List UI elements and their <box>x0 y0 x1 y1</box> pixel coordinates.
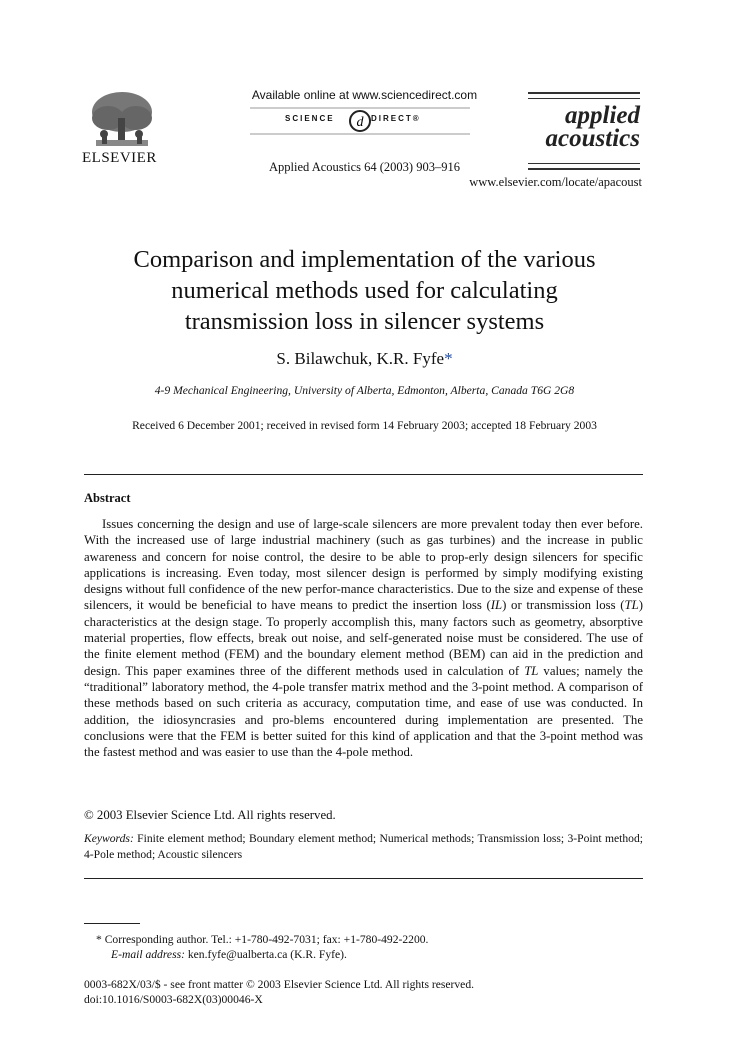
abstract-part-1: Issues concerning the design and use of large-scale silencers are more prevalent today then ever before. With the increased use of large industrial machinery (such as gas turbines) and the increase in public awareness and concern for noise control, the desire to be able to prop-erly design silencers for specific applications is increasing. Even today, most silencer design is performed by simply modifying existing designs without full confidence of the new perfor-mance characteristics. Due to the size and expense of these silencers, it would be beneficial to have means to predict the insertion loss ( <box>84 517 643 613</box>
abstract-part-4: values; namely the “traditional” laboratory method, the 4-pole transfer matrix method and the 3-point method. A comparison of these methods based on such criteria as accuracy, computation time, and ease of use was conducted. In addition, the idiosyncrasies and pro-blems encountered during implementation are presented. The conclusions were that the FEM is better suited for this kind of application and that the 3-point method was the fastest method and was easier to use than the 4-pole method. <box>84 663 643 760</box>
sd-direct-word: DIRECT® <box>371 114 421 123</box>
article-title <box>60 244 669 337</box>
keywords-label: Keywords: <box>84 832 134 845</box>
abstract-heading: Abstract <box>84 491 131 505</box>
journal-logo-rule-top <box>528 92 640 94</box>
divider-top <box>84 474 643 475</box>
authors <box>0 349 729 369</box>
abstract-tl: TL <box>624 598 639 613</box>
abstract-part-3: ) characteristics at the design stage. To properly accomplish this, many factors such as geometry, absorptive material properties, flow effects, break out noise, and self-generated noise must be considered. The use of the finite element method (FEM) and the boundary element method (BEM) can aid in the prediction and design. This paper examines three of the different methods used in calculation of <box>84 598 644 678</box>
doi-line[interactable]: doi:10.1016/S0003-682X(03)00046-X <box>84 993 263 1006</box>
footnote-contact: * Corresponding author. Tel.: +1-780-492-7031; fax: +1-780-492-2200. <box>96 933 429 946</box>
footnote <box>84 932 643 962</box>
footnote-rule <box>84 923 140 924</box>
front-matter <box>84 977 643 1007</box>
svg-text:d: d <box>356 115 364 130</box>
abstract-text <box>84 516 643 760</box>
abstract-il: IL <box>490 598 503 613</box>
received-dates: Received 6 December 2001; received in revised form 14 February 2003; accepted 18 February 2003 <box>132 419 597 432</box>
journal-logo-line2: acoustics <box>545 125 640 152</box>
journal-citation: Applied Acoustics 64 (2003) 903–916 <box>269 160 460 174</box>
corresponding-author-link[interactable]: * <box>444 349 453 368</box>
author-names: S. Bilawchuk, K.R. Fyfe <box>276 349 445 368</box>
divider-bottom <box>84 878 643 879</box>
journal-logo <box>528 104 640 150</box>
affiliation: 4-9 Mechanical Engineering, University of Alberta, Edmonton, Alberta, Canada T6G 2G8 <box>154 384 575 397</box>
publisher-name: ELSEVIER <box>82 150 157 166</box>
journal-logo-rule-bottom2 <box>528 168 640 170</box>
abstract-tl-2: TL <box>524 663 539 678</box>
journal-logo-line1: applied <box>565 102 640 129</box>
journal-logo-rule-top2 <box>528 98 640 99</box>
sd-science-word: SCIENCE <box>285 114 335 123</box>
email-address[interactable]: ken.fyfe@ualberta.ca (K.R. Fyfe). <box>184 948 347 961</box>
available-online: Available online at www.sciencedirect.com <box>251 88 478 102</box>
sciencedirect-logo <box>250 106 470 136</box>
title-line-3: transmission loss in silencer systems <box>184 308 545 335</box>
title-line-2: numerical methods used for calculating <box>171 277 558 304</box>
journal-logo-rule-bottom <box>528 163 640 164</box>
title-line-1: Comparison and implementation of the various <box>133 246 596 273</box>
footnote-email-line <box>84 947 643 962</box>
keywords-list: Finite element method; Boundary element method; Numerical methods; Transmission loss; 3-Point method; 4-Pole method; Acoustic silencers <box>84 832 643 861</box>
journal-url[interactable]: www.elsevier.com/locate/apacoust <box>469 175 642 189</box>
keywords <box>84 831 643 862</box>
email-label: E-mail address: <box>111 948 185 961</box>
issn-line: 0003-682X/03/$ - see front matter © 2003 Elsevier Science Ltd. All rights reserved. <box>84 978 475 991</box>
abstract-copyright: © 2003 Elsevier Science Ltd. All rights reserved. <box>84 808 336 822</box>
abstract-part-2: ) or transmission loss ( <box>502 598 625 613</box>
